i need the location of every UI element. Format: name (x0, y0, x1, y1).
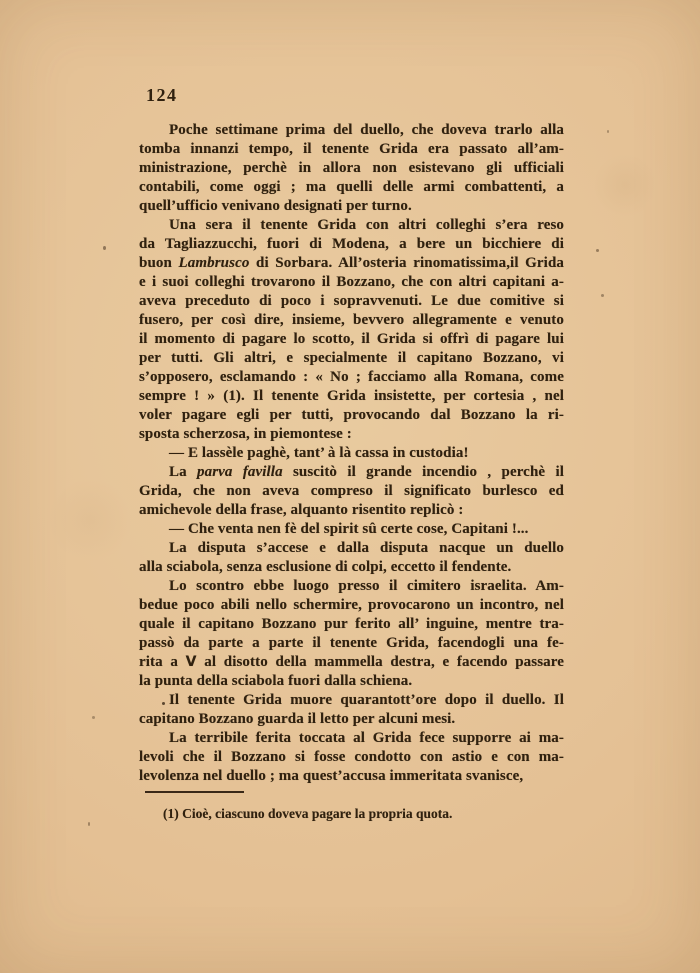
text-line: voler pagare egli per tutti, provocando dal Bozzano la ri- (139, 407, 564, 423)
text-line: per tutti. Gli altri, e specialmente il capitano Bozzano, vi (139, 350, 564, 366)
text-line: ministrazione, perchè in allora non esistevano gli ufficiali (139, 160, 564, 176)
text-line: Grida, che non aveva compreso il significato burlesco ed (139, 483, 564, 499)
italic-text: parva favilla (197, 464, 283, 480)
text-line: La parva favilla suscitò il grande incendio , perchè il (169, 464, 564, 480)
text-line: Poche settimane prima del duello, che doveva trarlo alla (169, 122, 564, 138)
text-line: aveva preceduto di poco i sopravvenuti. Le due comitive si (139, 293, 564, 309)
text-line: rita a V al disotto della mammella destra, e facendo passare (139, 654, 564, 670)
text-line: sposta scherzosa, in piemontese : (139, 426, 352, 442)
text-line: sempre ! » (1). Il tenente Grida insistette, per cortesia , nel (139, 388, 564, 404)
text-line: e i suoi colleghi trovarono il Bozzano, che con altri capitani a- (139, 274, 564, 290)
ink-speck (607, 130, 609, 133)
ink-speck (596, 249, 599, 252)
text-line: levolenza nel duello ; ma quest’accusa immeritata svanisce, (139, 768, 524, 784)
bold-letter: V (185, 654, 197, 670)
text-line: da Tagliazzucchi, fuori di Modena, a bere un bicchiere di (139, 236, 564, 252)
text-line: s’opposero, esclamando : « No ; facciamo alla Romana, come (139, 369, 564, 385)
text-line: Lo scontro ebbe luogo presso il cimitero israelita. Am- (169, 578, 564, 594)
footnote-text: (1) Cioè, ciascuno doveva pagare la propria quota. (163, 806, 453, 821)
text-line: La terribile ferita toccata al Grida fece supporre ai ma- (169, 730, 564, 746)
ink-speck (88, 822, 90, 826)
ink-speck (601, 294, 604, 297)
text-line: — E lassèle paghè, tant’ à là cassa in custodia! (169, 445, 469, 461)
text-line: bedue poco abili nello schermire, provocarono un incontro, nel (139, 597, 564, 613)
page-number: 124 (146, 85, 178, 105)
text-line: — Che venta nen fè del spirit sû certe cose, Capitani !... (169, 521, 529, 537)
text-line: Una sera il tenente Grida con altri colleghi s’era reso (169, 217, 564, 233)
text-line: amichevole della frase, alquanto risentito replicò : (139, 502, 464, 518)
text-line: buon Lambrusco di Sorbara. All’osteria rinomatissima,il Grida (139, 255, 564, 271)
text-line: quell’ufficio venivano designati per turno. (139, 198, 412, 214)
text-line: alla sciabola, senza esclusione di colpi, eccetto il fendente. (139, 559, 512, 575)
ink-speck (92, 716, 95, 719)
text-line: levoli che il Bozzano si fosse condotto con astio e con ma- (139, 749, 564, 765)
ink-speck (162, 702, 165, 705)
text-line: il momento di pagare lo scotto, il Grida si offrì di pagare lui (139, 331, 564, 347)
text-line: fusero, per così dire, insieme, bevvero allegramente e venuto (139, 312, 564, 328)
italic-text: Lambrusco (178, 255, 250, 271)
text-line: passò da parte a parte il tenente Grida, facendogli una fe- (139, 635, 564, 651)
text-line: tomba innanzi tempo, il tenente Grida era passato all’am- (139, 141, 564, 157)
text-line: contabili, come oggi ; ma quelli delle armi combattenti, a (139, 179, 564, 195)
text-line: Il tenente Grida muore quarantott’ore dopo il duello. Il (169, 692, 564, 708)
text-line: quale il capitano Bozzano pur ferito all’ inguine, mentre tra- (139, 616, 564, 632)
text-line: la punta della sciabola fuori dalla schiena. (139, 673, 413, 689)
footnote-rule (145, 791, 244, 793)
text-line: La disputa s’accese e dalla disputa nacque un duello (169, 540, 564, 556)
text-block (139, 121, 564, 786)
ink-speck (103, 246, 106, 250)
text-line: capitano Bozzano guarda il letto per alcuni mesi. (139, 711, 456, 727)
